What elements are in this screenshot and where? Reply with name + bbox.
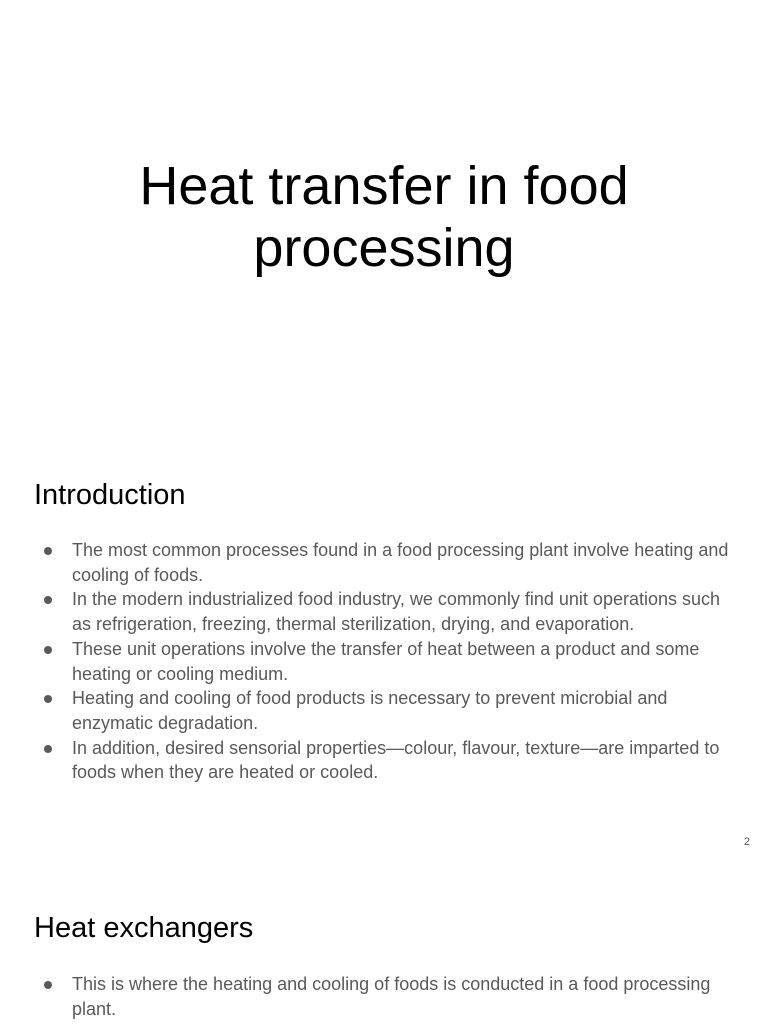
heat-exchangers-bullet-list bbox=[34, 972, 742, 1021]
bullet-text: Heating and cooling of food products is necessary to prevent microbial and enzymatic degradation. bbox=[72, 688, 668, 733]
page-number: 2 bbox=[743, 836, 750, 848]
bullet-item bbox=[34, 637, 742, 686]
heat-exchangers-slide bbox=[0, 864, 768, 1024]
bullet-dot-icon bbox=[44, 646, 52, 654]
bullet-item bbox=[34, 972, 742, 1021]
title-slide bbox=[0, 0, 768, 432]
bullet-dot-icon bbox=[44, 981, 52, 989]
introduction-heading: Introduction bbox=[34, 479, 186, 511]
bullet-dot-icon bbox=[44, 596, 52, 604]
bullet-text: In addition, desired sensorial properties—colour, flavour, texture—are imparted to foods when they are heated or cooled. bbox=[72, 737, 720, 783]
bullet-text: These unit operations involve the transfer of heat between a product and some heating or cooling medium. bbox=[72, 638, 700, 684]
slide-title: Heat transfer in food processing bbox=[139, 156, 629, 278]
bullet-dot-icon bbox=[44, 547, 52, 555]
bullet-item bbox=[34, 587, 742, 636]
bullet-item bbox=[34, 736, 742, 785]
bullet-text: In the modern industrialized food industry, we commonly find unit operations such as refrigeration, freezing, thermal sterilization, drying, and evaporation. bbox=[72, 589, 721, 635]
heat-exchangers-heading: Heat exchangers bbox=[34, 912, 254, 944]
bullet-text: The most common processes found in a food processing plant involve heating and cooling of foods. bbox=[72, 540, 729, 585]
introduction-slide bbox=[0, 432, 768, 864]
bullet-item bbox=[34, 538, 742, 587]
bullet-dot-icon bbox=[44, 745, 52, 753]
introduction-bullet-list bbox=[34, 538, 742, 785]
bullet-dot-icon bbox=[44, 695, 52, 703]
bullet-item bbox=[34, 686, 742, 735]
bullet-text: This is where the heating and cooling of foods is conducted in a food processing plant. bbox=[72, 974, 711, 1019]
